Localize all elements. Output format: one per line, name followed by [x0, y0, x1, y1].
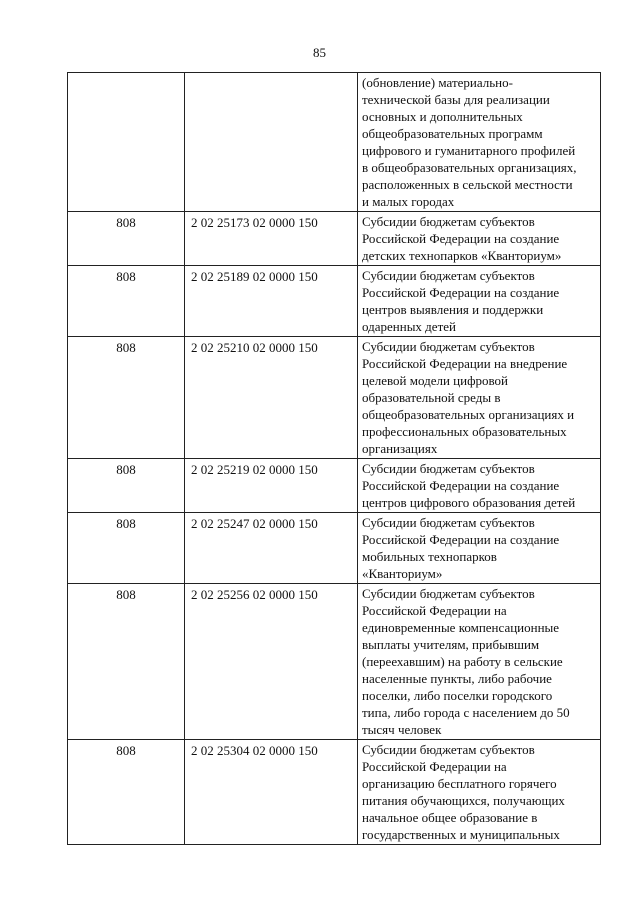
description-line: общеобразовательных организациях и: [362, 407, 575, 422]
table-row: [68, 513, 601, 584]
table-row: [68, 337, 601, 459]
description-line: Субсидии бюджетам субъектов: [362, 742, 535, 757]
description-line: одаренных детей: [362, 319, 456, 334]
description-line: Субсидии бюджетам субъектов: [362, 461, 535, 476]
budget-code-cell: 2 02 25219 02 0000 150: [185, 459, 358, 513]
description-line: центров выявления и поддержки: [362, 302, 544, 317]
description-line: организациях: [362, 441, 438, 456]
description-line: типа, либо города с населением до 50: [362, 705, 570, 720]
budget-code-cell: 2 02 25189 02 0000 150: [185, 266, 358, 337]
admin-code-cell: 808: [68, 266, 185, 337]
description-line: основных и дополнительных: [362, 109, 523, 124]
budget-code-cell: 2 02 25210 02 0000 150: [185, 337, 358, 459]
table-row: [68, 584, 601, 740]
description-line: образовательной среды в: [362, 390, 501, 405]
description-cell: [358, 584, 601, 740]
description-cell: [358, 513, 601, 584]
description-line: Российской Федерации на создание: [362, 285, 560, 300]
description-line: детских технопарков «Кванториум»: [362, 248, 562, 263]
description-line: Российской Федерации на создание: [362, 231, 560, 246]
description-line: Российской Федерации на создание: [362, 532, 560, 547]
table-row: [68, 266, 601, 337]
description-cell: [358, 73, 601, 212]
description-cell: [358, 337, 601, 459]
admin-code-cell: 808: [68, 740, 185, 845]
description-line: Российской Федерации на создание: [362, 478, 560, 493]
description-line: Российской Федерации на: [362, 759, 507, 774]
description-line: (переехавшим) на работу в сельские: [362, 654, 563, 669]
description-line: расположенных в сельской местности: [362, 177, 573, 192]
admin-code-cell: 808: [68, 459, 185, 513]
table-row: [68, 73, 601, 212]
description-line: Российской Федерации на: [362, 603, 507, 618]
description-line: цифрового и гуманитарного профилей: [362, 143, 576, 158]
description-line: мобильных технопарков: [362, 549, 497, 564]
budget-code-cell: 2 02 25247 02 0000 150: [185, 513, 358, 584]
description-line: технической базы для реализации: [362, 92, 550, 107]
description-cell: [358, 266, 601, 337]
description-line: поселки, либо поселки городского: [362, 688, 553, 703]
description-line: начальное общее образование в: [362, 810, 538, 825]
description-line: Российской Федерации на внедрение: [362, 356, 568, 371]
budget-code-cell: 2 02 25304 02 0000 150: [185, 740, 358, 845]
description-line: «Кванториум»: [362, 566, 443, 581]
description-line: Субсидии бюджетам субъектов: [362, 214, 535, 229]
admin-code-cell: [68, 73, 185, 212]
admin-code-cell: 808: [68, 212, 185, 266]
description-line: Субсидии бюджетам субъектов: [362, 586, 535, 601]
description-cell: [358, 459, 601, 513]
budget-code-cell: 2 02 25173 02 0000 150: [185, 212, 358, 266]
description-line: целевой модели цифровой: [362, 373, 509, 388]
table-row: [68, 212, 601, 266]
admin-code-cell: 808: [68, 584, 185, 740]
description-line: Субсидии бюджетам субъектов: [362, 515, 535, 530]
description-line: выплаты учителям, прибывшим: [362, 637, 540, 652]
description-line: Субсидии бюджетам субъектов: [362, 268, 535, 283]
description-line: центров цифрового образования детей: [362, 495, 576, 510]
description-line: Субсидии бюджетам субъектов: [362, 339, 535, 354]
description-line: тысяч человек: [362, 722, 442, 737]
description-line: населенные пункты, либо рабочие: [362, 671, 552, 686]
description-line: профессиональных образовательных: [362, 424, 567, 439]
description-line: (обновление) материально-: [362, 75, 513, 90]
table-row: [68, 459, 601, 513]
description-cell: [358, 212, 601, 266]
description-line: в общеобразовательных организациях,: [362, 160, 577, 175]
description-line: единовременные компенсационные: [362, 620, 560, 635]
budget-code-cell: [185, 73, 358, 212]
table-row: [68, 740, 601, 845]
admin-code-cell: 808: [68, 337, 185, 459]
description-line: организацию бесплатного горячего: [362, 776, 557, 791]
admin-code-cell: 808: [68, 513, 185, 584]
description-line: питания обучающихся, получающих: [362, 793, 565, 808]
page-number: 85: [313, 45, 326, 60]
budget-code-cell: 2 02 25256 02 0000 150: [185, 584, 358, 740]
description-line: и малых городах: [362, 194, 455, 209]
description-cell: [358, 740, 601, 845]
description-line: общеобразовательных программ: [362, 126, 543, 141]
description-line: государственных и муниципальных: [362, 827, 560, 842]
budget-code-table: [67, 72, 601, 845]
